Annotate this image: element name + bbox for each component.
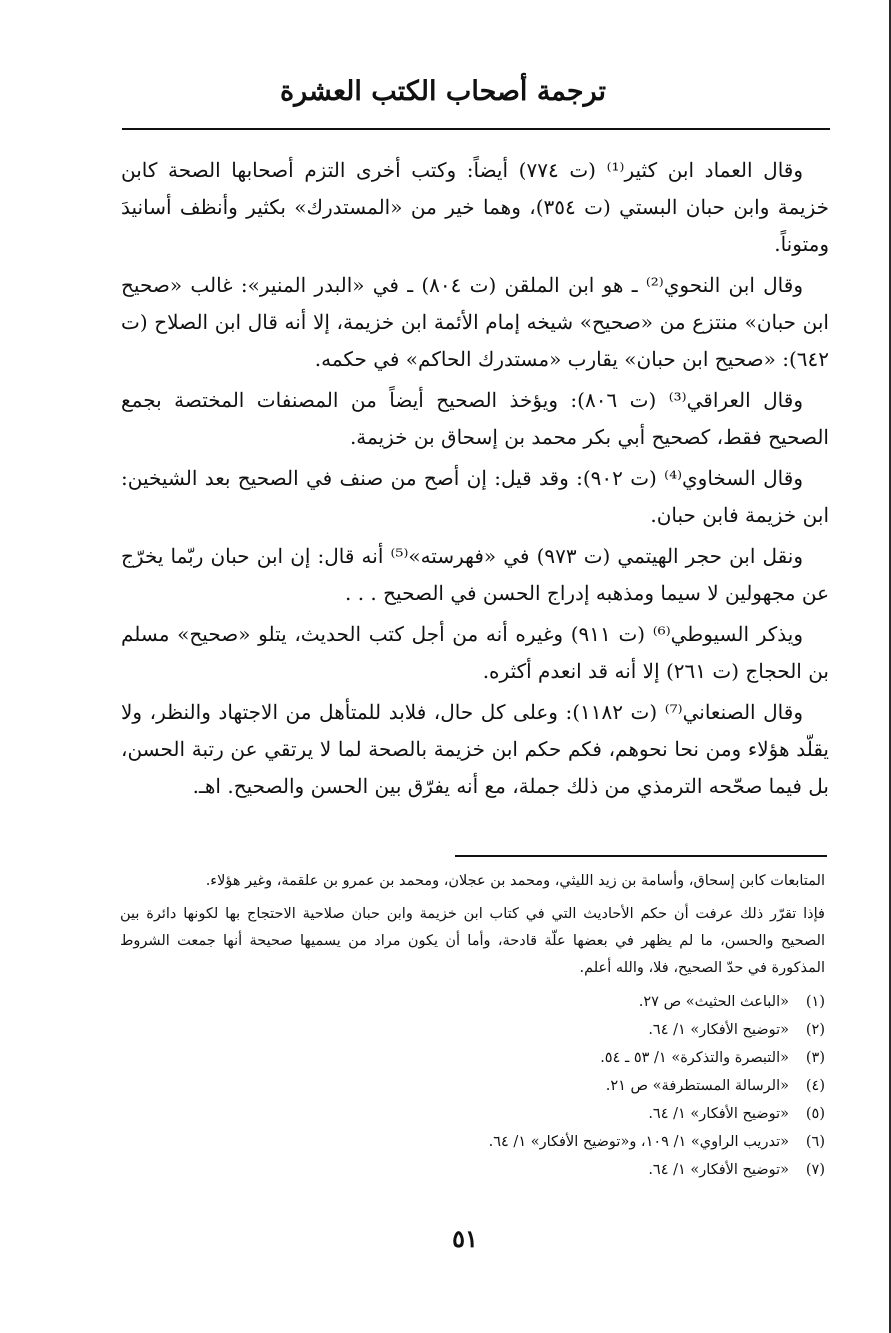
- paragraph-al-sakhawi: وقال السخاوي⁽⁴⁾ (ت ٩٠٢): وقد قيل: إن أصح من صنف في الصحيح بعد الشيخين: ابن خزيمة فابن حبان.: [121, 466, 829, 527]
- footnote-text: «الباعث الحثيث» ص ٢٧.: [638, 994, 789, 1010]
- footnote-text: «التبصرة والتذكرة» ١/ ٥٣ ـ ٥٤.: [600, 1050, 789, 1066]
- paragraph-ibn-kathir: وقال العماد ابن كثير⁽¹⁾ (ت ٧٧٤) أيضاً: وكتب أخرى التزم أصحابها الصحة كابن خزيمة وابن حبان البستي (ت ٣٥٤)، وهما خير من «المستدرك» بكثير وأنظف أسانيدَ ومتوناً.: [121, 158, 830, 256]
- footnote-continuation-2: فإذا تقرّر ذلك عرفت أن حكم الأحاديث التي في كتاب ابن خزيمة وابن حبان صلاحية الاحتجاج بها لكونها دائرة بين الصحيح والحسن، ما لم يظهر في بعضها علّة قادحة، وأما أن يكون مراد من يسميها صحيحة أنها جمعت الشروط المذكورة في حدّ الصحيح، فلا، والله أعلم.: [120, 906, 825, 976]
- footnote-item: [120, 1016, 825, 1044]
- footnote-number: (٥): [805, 1106, 825, 1122]
- footnote-continuation-1: المتابعات كابن إسحاق، وأسامة بن زيد الليثي، ومحمد بن عجلان، ومحمد بن عمرو بن علقمة، وغير هؤلاء.: [205, 873, 825, 889]
- footnote-item: [120, 1044, 825, 1072]
- main-text: [121, 152, 829, 809]
- footnote-item: [120, 1156, 825, 1184]
- paragraph-al-suyuti: ويذكر السيوطي⁽⁶⁾ (ت ٩١١) وغيره أنه من أجل كتب الحديث، يتلو «صحيح» مسلم بن الحجاج (ت ٢٦١) إلا أنه قد انعدم أكثره.: [121, 622, 829, 683]
- footnote-number: (٦): [805, 1134, 825, 1150]
- paragraph-al-iraqi: وقال العراقي⁽³⁾ (ت ٨٠٦): ويؤخذ الصحيح أيضاً من المصنفات المختصة بجمع الصحيح فقط، كصحيح أبي بكر محمد بن إسحاق بن خزيمة.: [121, 388, 829, 449]
- footnote-text: «توضيح الأفكار» ١/ ٦٤.: [648, 1022, 789, 1038]
- footnote-number: (٤): [805, 1078, 825, 1094]
- footnote-number: (٢): [805, 1022, 825, 1038]
- paragraph-ibn-al-nahwi: وقال ابن النحوي⁽²⁾ ـ هو ابن الملقن (ت ٨٠٤) ـ في «البدر المنير»: غالب «صحيح ابن حبان» منتزع من «صحيح» شيخه إمام الأئمة ابن خزيمة، إلا أنه قال ابن الصلاح (ت ٦٤٢): «صحيح ابن حبان» يقارب «مستدرك الحاكم» في حكمه.: [121, 273, 829, 371]
- footnote-text: «توضيح الأفكار» ١/ ٦٤.: [648, 1106, 789, 1122]
- footnote-number: (٧): [805, 1162, 825, 1178]
- footnote-item: [120, 1100, 825, 1128]
- footnote-item: [120, 1128, 825, 1156]
- footnote-separator: [455, 855, 827, 857]
- footnote-list: [120, 988, 825, 1184]
- footnote-item: [120, 1072, 825, 1100]
- footnote-text: «توضيح الأفكار» ١/ ٦٤.: [648, 1162, 789, 1178]
- footnote-number: (١): [805, 994, 825, 1010]
- header-rule: [122, 128, 830, 130]
- running-header-title: ترجمة أصحاب الكتب العشرة: [279, 76, 607, 107]
- footnote-text: «الرسالة المستطرفة» ص ٢١.: [605, 1078, 789, 1094]
- footnote-text: «تدريب الراوي» ١/ ١٠٩، و«توضيح الأفكار» ١/ ٦٤.: [488, 1134, 789, 1150]
- footnotes-section: [120, 868, 825, 1184]
- page-number: ٥١: [452, 1224, 478, 1253]
- footnote-item: [120, 988, 825, 1016]
- paragraph-al-haytami: ونقل ابن حجر الهيتمي (ت ٩٧٣) في «فهرسته»⁽⁵⁾ أنه قال: إن ابن حبان ربّما يخرّج عن مجهولين لا سيما ومذهبه إدراج الحسن في الصحيح . . .: [121, 544, 829, 605]
- paragraph-al-sanani: وقال الصنعاني⁽⁷⁾ (ت ١١٨٢): وعلى كل حال، فلابد للمتأهل من الاجتهاد والنظر، ولا يقلّد هؤلاء ومن نحا نحوهم، فكم حكم ابن خزيمة بالصحة لما لا يرتقي عن رتبة الحسن، بل فيما صحّحه الترمذي من ذلك جملة، مع أنه يفرّق بين الحسن والصحيح. اهـ.: [121, 700, 829, 798]
- footnote-number: (٣): [805, 1050, 825, 1066]
